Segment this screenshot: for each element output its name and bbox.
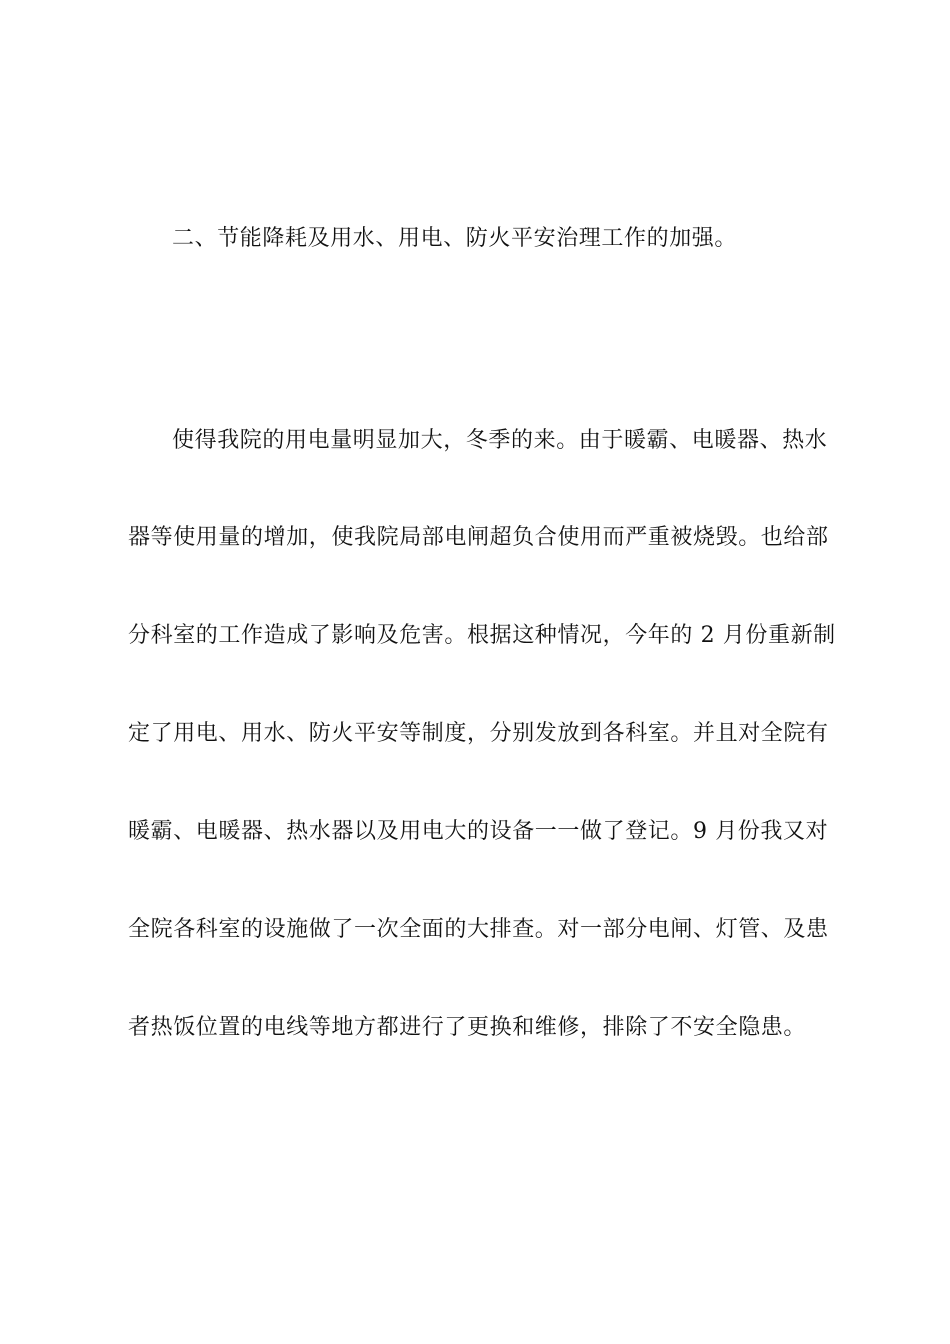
paragraph-line-3: 分科室的工作造成了影响及危害。根据这种情况，今年的 2 月份重新制: [128, 623, 836, 648]
section-heading: 二、节能降耗及用水、用电、防火平安治理工作的加强。: [172, 226, 738, 251]
paragraph-line-1: 使得我院的用电量明显加大，冬季的来。由于暖霸、电暖器、热水: [172, 428, 828, 453]
paragraph-line-2: 器等使用量的增加，使我院局部电闸超负合使用而严重被烧毁。也给部: [128, 525, 829, 550]
paragraph-line-7: 者热饭位置的电线等地方都进行了更换和维修，排除了不安全隐患。: [128, 1015, 807, 1040]
paragraph-line-5: 暖霸、电暖器、热水器以及用电大的设备一一做了登记。9 月份我又对: [128, 819, 829, 844]
paragraph-line-4: 定了用电、用水、防火平安等制度，分别发放到各科室。并且对全院有: [128, 721, 829, 746]
paragraph-line-6: 全院各科室的设施做了一次全面的大排查。对一部分电闸、灯管、及患: [128, 917, 829, 942]
